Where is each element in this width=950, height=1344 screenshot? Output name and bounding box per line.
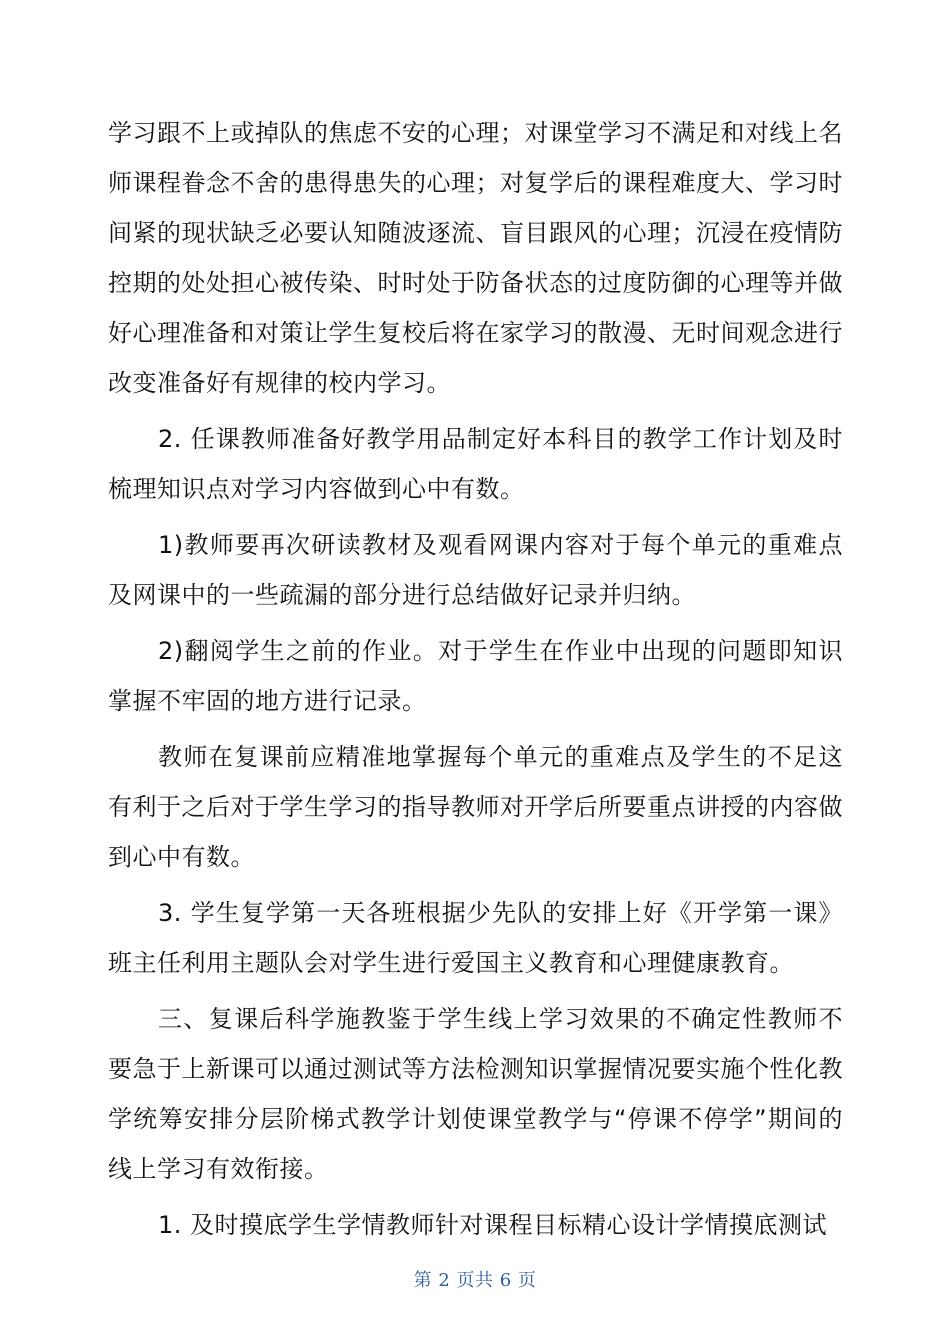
paragraph-section-3: 三、复课后科学施教鉴于学生线上学习效果的不确定性教师不要急于上新课可以通过测试等方法检测知识掌握情况要实施个性化教学统筹安排分层阶梯式教学计划使课堂教学与“停课不停学”期间的线上学习有效衔接。 [108,1005,843,1183]
paragraph-subitem-2: 2)翻阅学生之前的作业。对于学生在作业中出现的问题即知识掌握不牢固的地方进行记录。 [108,637,843,715]
paragraph-item-2: 2. 任课教师准备好教学用品制定好本科目的教学工作计划及时梳理知识点对学习内容做到心中有数。 [108,425,843,503]
paragraph-subitem-1: 1)教师要再次研读教材及观看网课内容对于每个单元的重难点及网课中的一些疏漏的部分进行总结做好记录并归纳。 [108,531,843,609]
paragraph-continuation: 学习跟不上或掉队的焦虑不安的心理；对课堂学习不满足和对线上名师课程眷念不舍的患得患失的心理；对复学后的课程难度大、学习时间紧的现状缺乏必要认知随波逐流、盲目跟风的心理；沉浸在疫情防控期的处处担心被传染、时时处于防备状态的过度防御的心理等并做好心理准备和对策让学生复校后将在家学习的散漫、无时间观念进行改变准备好有规律的校内学习。 [108,119,843,397]
page-number-footer: 第 2 页共 6 页 [413,1270,537,1291]
paragraph-summary: 教师在复课前应精准地掌握每个单元的重难点及学生的不足这有利于之后对于学生学习的指导教师对开学后所要重点讲授的内容做到心中有数。 [108,743,843,871]
paragraph-item-3: 3. 学生复学第一天各班根据少先队的安排上好《开学第一课》班主任利用主题队会对学生进行爱国主义教育和心理健康教育。 [108,899,843,977]
document-body [108,108,843,1256]
paragraph-section-3-item-1: 1. 及时摸底学生学情教师针对课程目标精心设计学情摸底测试 [158,1211,828,1239]
